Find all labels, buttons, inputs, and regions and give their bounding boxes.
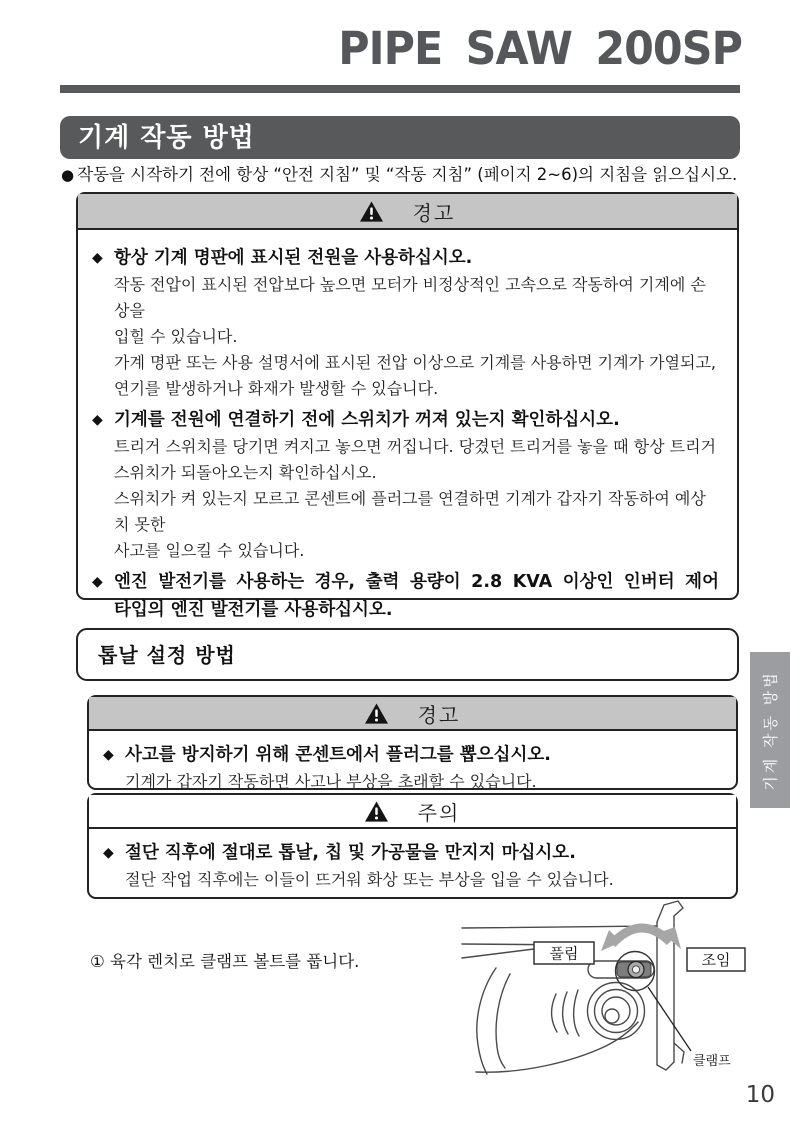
page-number: 10 [745, 1082, 775, 1108]
subsection-title: 톱날 설정 방법 [98, 643, 236, 667]
warning-header [78, 194, 737, 230]
section-header-label: 기계 작동 방법 [78, 123, 255, 153]
warning-triangle-icon [365, 703, 388, 724]
loosen-label: 풀림 [549, 944, 579, 963]
diamond-spacer [92, 596, 114, 624]
warning-body [78, 230, 737, 650]
warning-item-heading: ◆ 기계를 전원에 연결하기 전에 스위치가 꺼져 있는지 확인하십시오. [92, 406, 719, 434]
caution-box-hot-parts [87, 793, 738, 899]
bullet-marker: ● [61, 166, 75, 184]
warning-header [89, 697, 736, 731]
warning-item-line: 작동 전압이 표시된 전압보다 높으면 모터가 비정상적인 고속으로 작동하여 기계에 손상을 [114, 275, 706, 320]
diamond-marker: ◆ [92, 574, 103, 590]
warning-item-heading: ◆ 사고를 방지하기 위해 콘센트에서 플러그를 뽑으십시오. [103, 741, 718, 769]
diamond-marker: ◆ [103, 747, 114, 763]
warning-box-unplug [87, 695, 738, 790]
tighten-label: 조임 [701, 951, 731, 969]
warning-item-line: 스위치가 되돌아오는지 확인하십시오. [114, 463, 377, 482]
subsection-title-box [76, 628, 739, 681]
step-text: 육각 렌치로 클램프 볼트를 풉니다. [110, 952, 360, 971]
side-tab [750, 652, 790, 808]
caution-header [89, 795, 736, 829]
warning-body [89, 731, 736, 795]
warning-item-line: 스위치가 켜 있는지 모르고 콘센트에 플러그를 연결하면 기계가 갑자기 작동하여 예상치 못한 [114, 489, 706, 534]
rotation-arrow-icon [601, 927, 681, 951]
warning-label: 경고 [412, 200, 456, 225]
warning-triangle-icon [365, 801, 388, 822]
warning-item-line: 연기를 발생하거나 화재가 발생할 수 있습니다. [114, 379, 439, 398]
section-header [60, 116, 740, 159]
diamond-marker: ◆ [103, 845, 114, 861]
step-1 [90, 948, 359, 972]
caution-body [89, 829, 736, 893]
title-rule [60, 85, 740, 93]
warning-item-heading: ◆ 항상 기계 명판에 표시된 전원을 사용하십시오. [92, 244, 719, 272]
warning-item-line: 사고를 일으킬 수 있습니다. [114, 541, 305, 560]
saw-illustration [460, 895, 750, 1085]
diamond-marker: ◆ [92, 250, 103, 266]
warning-triangle-icon [360, 201, 383, 222]
caution-label: 주의 [417, 800, 461, 825]
side-tab-label: 기계 작동 방법 [761, 669, 780, 791]
step-number: ① [90, 952, 105, 971]
diamond-marker: ◆ [92, 412, 103, 428]
warning-item-line: 가계 명판 또는 사용 설명서에 표시된 전압 이상으로 기계를 사용하면 기계가 가열되고, [114, 353, 716, 372]
warning-item-line: 트리거 스위치를 당기면 켜지고 놓으면 꺼집니다. 당겼던 트리거를 놓을 때 항상 트리거 [114, 437, 716, 456]
caution-item-heading: ◆ 절단 직후에 절대로 톱날, 칩 및 가공물을 만지지 마십시오. [103, 839, 718, 867]
warning-label: 경고 [417, 702, 461, 727]
clamp-leader-line [648, 987, 691, 1051]
clamp-label: 클램프 [693, 1054, 731, 1069]
caution-item-line: 절단 작업 직후에는 이들이 뜨거워 화상 또는 부상을 입을 수 있습니다. [125, 870, 614, 889]
intro-text: 작동을 시작하기 전에 항상 “안전 지침” 및 “작동 지침” (페이지 2~6)의 지침을 읽으십시오. [77, 165, 738, 184]
clamp-bolt-socket [632, 966, 639, 973]
intro-note [61, 164, 751, 186]
warning-item-line: 기계가 갑자기 작동하면 사고나 부상을 초래할 수 있습니다. [125, 772, 537, 791]
warning-box-power [76, 192, 739, 620]
warning-item-heading: ◆ 엔진 발전기를 사용하는 경우, 출력 용량이 2.8 KVA 이상인 인버터 제어 [92, 568, 719, 596]
warning-item-line: 입힐 수 있습니다. [114, 327, 238, 346]
warning-item-heading: 타입의 엔진 발전기를 사용하십시오. [92, 596, 719, 624]
page-title: PIPE SAW 200SP [338, 22, 742, 75]
